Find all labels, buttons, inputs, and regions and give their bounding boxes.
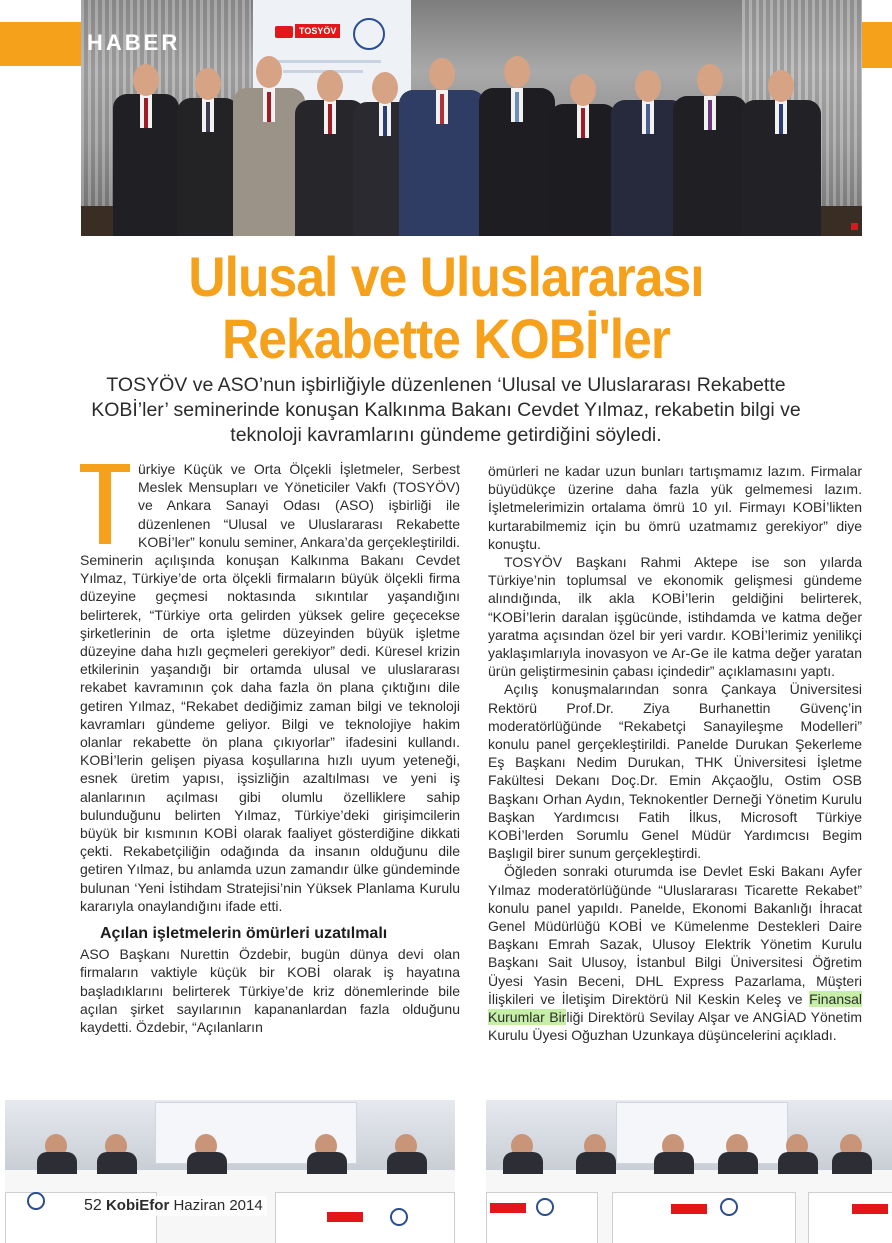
event-group-photo [81,0,862,236]
section-label: HABER [87,30,181,55]
paragraph: ürkiye Küçük ve Orta Ölçekli İşletmeler, Serbest Meslek Mensupları ve Yöneticiler Vakfı (TOSYÖV) ve Ankara Sanayi Odası (ASO) işbirliği ile düzenlenen “Ulusal ve Uluslararası Rekabette KOBİ’ler” konulu seminer, Ankara’da gerçekleştirildi. Seminerin açılışında konuşan Kalkınma Bakanı Cevdet Yılmaz, Türkiye’de orta ölçekli firmaların büyük ölçekli firma düzeyine geçmesi noktasında sıkıntılar yaşandığını belirterek, “Türkiye orta gelirden yüksek gelire geçecekse şirketlerinin de orta işletme düzeyinden büyük işletme düzeyine daha hızlı geçmeleri gerekiyor” dedi. Küresel krizin etkilerinin yaşandığı bir ortamda ulusal ve uluslararası rekabet kavramının çok daha fazla ön plana çıktığını dile getiren Yılmaz, “Rekabet dediğimiz zaman bilgi ve teknoloji kavramları gündeme geliyor. Bilgi ve teknolojiye hakim olanlar rekabette ön plana çıkıyorlar” ifadesini kullandı. KOBİ’lerin gelişen piyasa koşullarına hızlı uyum yeteneği, esnek üretim yapısı, işsizliğin azaltılması ve yeni iş alanlarının açılması gibi olumlu özelliklere sahip bulunduğunu belirten Yılmaz, Türkiye’deki girişimcilerin büyük bir kısmının KOBİ olarak faaliyet gösterdiğine dikkati çekti. Rekabetçiliğin odağında da insanın olduğunu dile getiren Yılmaz, bu anlamda uzun zamandır ülke gündeminde bulunan ‘Yeni İstihdam Stratejisi’nin Yüksek Planlama Kurulu kararıyla onaylandığını ifade etti. [80,461,460,914]
tosyov-logo-icon [490,1203,526,1213]
paragraph: ASO Başkanı Nurettin Özdebir, bugün dünya devi olan firmaların vaktiyle küçük bir KOBİ olarak iş hayatına başladıklarını belirterek Türkiye’de kriz dönemlerinde bile açılan şirket sayılarının kapananlardan fazla olduğunu kaydetti. Özdebir, “Açılanların [80,946,460,1036]
issue-date: Haziran 2014 [173,1197,263,1214]
article-column-right [488,462,862,1045]
drop-cap-t [80,464,130,544]
magazine-name: KobiEfor [105,1197,170,1214]
article-subheading: Açılan işletmelerin ömürleri uzatılmalı [100,925,388,943]
turkish-flag-icon [275,26,293,38]
globe-logo-icon [353,18,385,50]
headline-line-1: Ulusal ve Uluslararası [188,245,704,308]
page-edge-tab [862,22,892,68]
panel-photo-left [5,1100,455,1243]
person-silhouette [479,56,555,236]
person-silhouette [399,58,485,236]
person-silhouette [177,68,239,236]
person-silhouette [113,64,179,236]
tosyov-logo: TOSYÖV [295,24,340,38]
tosyov-logo-icon [852,1204,888,1214]
paragraph: Öğleden sonraki oturumda ise Devlet Eski Bakanı Ayfer Yılmaz moderatörlüğünde “Uluslararası Ticarette Rekabet” konulu panel yapıldı. Panelde, Ekonomi Bakanlığı İhracat Genel Müdürlüğü KOBİ ve Kümelenme Destekleri Daire Başkanı Emrah Sazak, Ulusoy Elektrik Yönetim Kurulu Başkanı Sait Ulusoy, İstanbul Bilgi Üniversitesi Öğretim Üyesi Yasin Beceni, DHL Express Pazarlama, Müşteri İlişkileri ve İletişim Direktörü Nil Keskin Keleş ve Finansal Kurumlar Birliği Direktörü Sevilay Alşar ve ANGİAD Yönetim Kurulu Üyesi Oğuzhan Uzunkaya düşüncelerini açıkladı. [488,863,862,1044]
section-label-bar [0,22,81,66]
paragraph: Açılış konuşmalarından sonra Çankaya Üniversitesi Rektörü Prof.Dr. Ziya Burhanettin Güvenç’in moderatörlüğünde “Rekabetçi Sanayileşme Modelleri” konulu panel gerçekleştirildi. Panelde Durukan Şekerleme Eş Başkanı Nedim Durukan, THK Üniversitesi İşletme Fakültesi Dekanı Doç.Dr. Emin Akçaoğlu, Ostim OSB Başkanı Orhan Aydın, Teknokentler Derneği Yönetim Kurulu Başkan Yardımcısı Fatih İlkus, Microsoft Türkiye KOBİ’lerden Sorumlu Genel Müdür Yardımcısı Begim Başlıgil birer sunum gerçekleştirdi. [488,681,862,862]
tosyov-logo-icon [327,1212,363,1222]
person-silhouette [549,74,617,236]
article-column-left [80,460,460,1036]
page-number: 52 [84,1197,102,1214]
person-silhouette [673,64,747,236]
article-lead: TOSYÖV ve ASO’nun işbirliğiyle düzenlenen ‘Ulusal ve Uluslararası Rekabette KOBİ’ler’ seminerinde konuşan Kalkınma Bakanı Cevdet Yılmaz, rekabetin bilgi ve teknoloji kavramlarını gündeme getirdiğini söyledi. [91,374,801,446]
person-silhouette [741,70,821,236]
headline-line-2: Rekabette KOBİ'ler [221,307,671,370]
paragraph: TOSYÖV Başkanı Rahmi Aktepe ise son yılarda Türkiye’nin toplumsal ve ekonomik gelişmesi gündeme alındığında, ilk akla KOBİ’lerin geldiğini belirterek, “KOBİ’lerin daralan işgücünde, istihdamda ve katma değer yaratma açısından özel bir yeri vardır. KOBİ’lerimiz yenilikçi yaklaşımlarıyla inovasyon ve Ar-Ge ile katma değer yaratan ürün geliştirmesinin çabası içindedir” açıklamasını yaptı. [488,554,862,680]
globe-logo-icon [390,1208,408,1226]
paragraph: ömürleri ne kadar uzun bunları tartışmamız lazım. Firmalar büyüdükçe üzerine daha fazla yük gelmemesi lazım. İşletmelerimizin ortalama ömrü 10 yıl. Firmayı KOBİ’likten kurtarabilmemiz için bu ömrü uzatmamız gerekiyor” diye konuştu. [488,463,862,552]
globe-logo-icon [720,1198,738,1216]
page-footer [80,1196,267,1216]
globe-logo-icon [536,1198,554,1216]
globe-logo-icon [27,1192,45,1210]
tosyov-logo-icon [671,1204,707,1214]
panel-photo-right [486,1100,892,1243]
article-headline [0,246,892,370]
highlighted-text: Finansal Kurumlar Bir [488,990,862,1026]
